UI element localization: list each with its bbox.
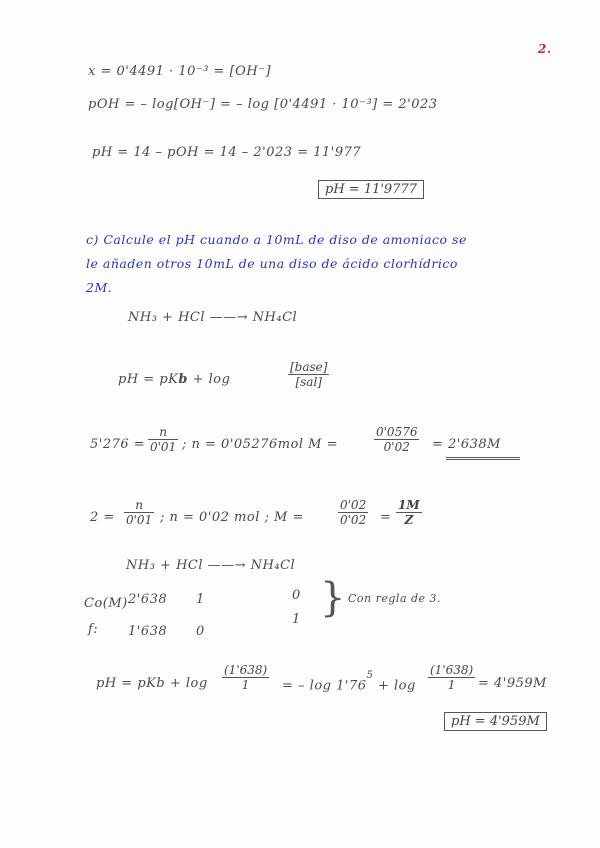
- ice-row-initial-nh3: 2'638: [128, 592, 168, 607]
- ice-row-final-nh3: 1'638: [128, 624, 168, 639]
- reaction-2: NH₃ + HCl ——→ NH₄Cl: [126, 558, 296, 573]
- equation-line-3: pH = 14 – pOH = 14 – 2'023 = 11'977: [92, 145, 362, 160]
- calc2-equals: =: [380, 510, 392, 525]
- calc2-fraction: $\frac{n}{0'01}$: [126, 498, 153, 527]
- rule-note: Con regla de 3.: [348, 592, 442, 605]
- ice-row-final-nh4cl: 1: [292, 612, 301, 627]
- ice-row-initial-label: Co(M): [84, 596, 128, 611]
- calc1-result: = 2'638M: [432, 437, 501, 452]
- ice-row-final-label: f:: [88, 622, 99, 637]
- ice-row-final-hcl: 0: [196, 624, 205, 639]
- equation-line-2: pOH = – log[OH⁻] = – log [0'4491 · 10⁻³] = 2'023: [88, 97, 438, 112]
- final-exponent: 5: [366, 670, 374, 681]
- result-box-1: pH = 11'9777: [318, 180, 424, 199]
- calc2-mid: ; n = 0'02 mol ; M =: [160, 510, 304, 525]
- reaction-1: NH₃ + HCl ——→ NH₄Cl: [128, 310, 298, 325]
- final-fraction-1: $\frac{(1'638)}{1}$: [224, 663, 268, 692]
- final-result: = 4'959M: [478, 676, 547, 691]
- page-number: 2.: [538, 42, 552, 56]
- result-box-2: pH = 4'959M: [444, 712, 547, 731]
- ice-row-initial-hcl: 1: [196, 592, 205, 607]
- question-line-1: c) Calcule el pH cuando a 10mL de diso de amoniaco se: [86, 232, 467, 247]
- ice-row-initial-nh4cl: 0: [292, 588, 301, 603]
- brace-symbol: }: [320, 575, 346, 621]
- final-left: pH = pKb + log: [96, 676, 208, 691]
- final-fraction-2: $\frac{(1'638)}{1}$: [430, 663, 474, 692]
- henderson-left: pH = pKb + log: [118, 372, 231, 387]
- calc1-mid: ; n = 0'05276mol M =: [182, 437, 339, 452]
- henderson-fraction: [base] [sal]: [290, 360, 328, 389]
- calc2-result: $\frac{1M}{Z}$: [398, 498, 420, 527]
- calc2-lhs: 2 =: [90, 510, 115, 525]
- calc1-fraction-2: $\frac{0'0576}{0'02}$: [376, 425, 418, 454]
- calc1-result-underline: [446, 457, 520, 460]
- question-line-3: 2M.: [86, 280, 113, 295]
- calc1-fraction: $\frac{n}{0'01}$: [150, 425, 177, 454]
- calc1-lhs: 5'276 =: [90, 437, 146, 452]
- final-mid: = – $\log 1'76^5 + \log$: [282, 670, 416, 694]
- equation-line-1: x = 0'4491 · 10⁻³ = [OH⁻]: [88, 64, 272, 79]
- question-line-2: le añaden otros 10mL de una diso de ácido clorhídrico: [86, 256, 458, 271]
- calc2-fraction-2: $\frac{0'02}{0'02}$: [340, 498, 367, 527]
